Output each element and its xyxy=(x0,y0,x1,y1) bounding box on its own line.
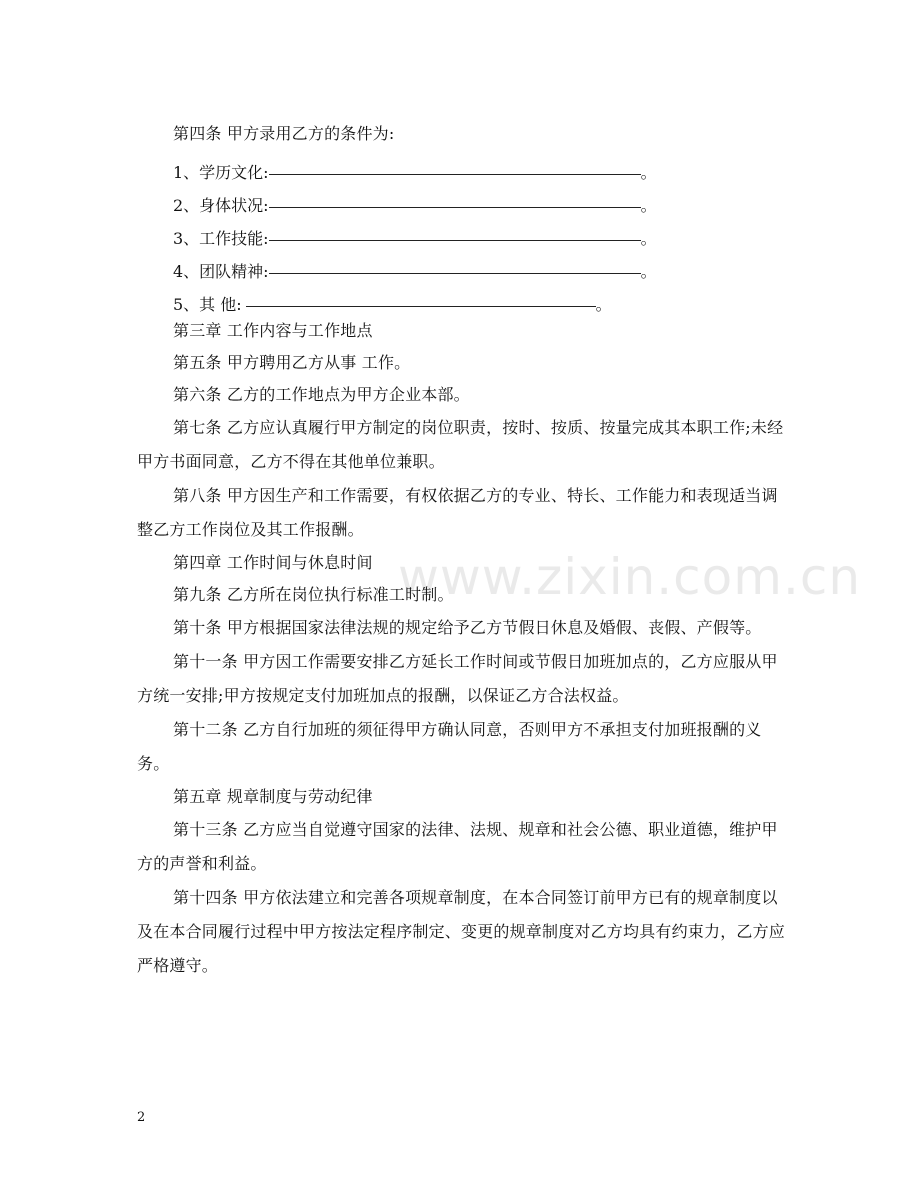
fill-line xyxy=(246,305,596,307)
watermark: www.zixin.com.cn xyxy=(398,548,862,606)
fill-line xyxy=(269,272,641,274)
article-7: 第七条 乙方应认真履行甲方制定的岗位职责，按时、按质、按量完成其本职工作;未经甲方书面同意，乙方不得在其他单位兼职。 xyxy=(137,418,784,471)
fill-line xyxy=(269,239,641,241)
article-10: 第十条 甲方根据国家法律法规的规定给予乙方节假日休息及婚假、丧假、产假等。 xyxy=(173,618,762,637)
article-8: 第八条 甲方因生产和工作需要，有权依据乙方的专业、特长、工作能力和表现适当调整乙方工作岗位及其工作报酬。 xyxy=(137,486,778,539)
blank-other: 5、其 他: 。 xyxy=(173,295,612,314)
article-5: 第五条 甲方聘用乙方从事 工作。 xyxy=(173,353,411,372)
document-body xyxy=(137,118,787,983)
chapter-3-title: 第三章 工作内容与工作地点 xyxy=(173,321,373,340)
article-12: 第十二条 乙方自行加班的须征得甲方确认同意，否则甲方不承担支付加班报酬的义务。 xyxy=(137,720,762,773)
fill-line xyxy=(269,206,641,208)
blank-health: 2、身体状况: 。 xyxy=(173,196,657,215)
article-14: 第十四条 甲方依法建立和完善各项规章制度，在本合同签订前甲方已有的规章制度以及在本合同履行过程中甲方按法定程序制定、变更的规章制度对乙方均具有约束力，乙方应严格遵守。 xyxy=(137,888,786,975)
article-13: 第十三条 乙方应当自觉遵守国家的法律、法规、规章和社会公德、职业道德，维护甲方的声誉和利益。 xyxy=(137,820,778,873)
chapter-5-title: 第五章 规章制度与劳动纪律 xyxy=(173,787,373,806)
article-4-heading: 第四条 甲方录用乙方的条件为: xyxy=(173,124,395,143)
fill-line xyxy=(269,173,641,175)
blank-education: 1、学历文化: 。 xyxy=(173,163,657,182)
blank-skills: 3、工作技能: 。 xyxy=(173,229,657,248)
article-6: 第六条 乙方的工作地点为甲方企业本部。 xyxy=(173,385,470,404)
page-number: 2 xyxy=(137,1110,146,1125)
chapter-4-title: 第四章 工作时间与休息时间 xyxy=(173,553,373,572)
article-11: 第十一条 甲方因工作需要安排乙方延长工作时间或节假日加班加点的，乙方应服从甲方统一安排;甲方按规定支付加班加点的报酬，以保证乙方合法权益。 xyxy=(137,652,778,705)
article-9: 第九条 乙方所在岗位执行标准工时制。 xyxy=(173,585,454,604)
blank-teamwork: 4、团队精神: 。 xyxy=(173,262,657,281)
